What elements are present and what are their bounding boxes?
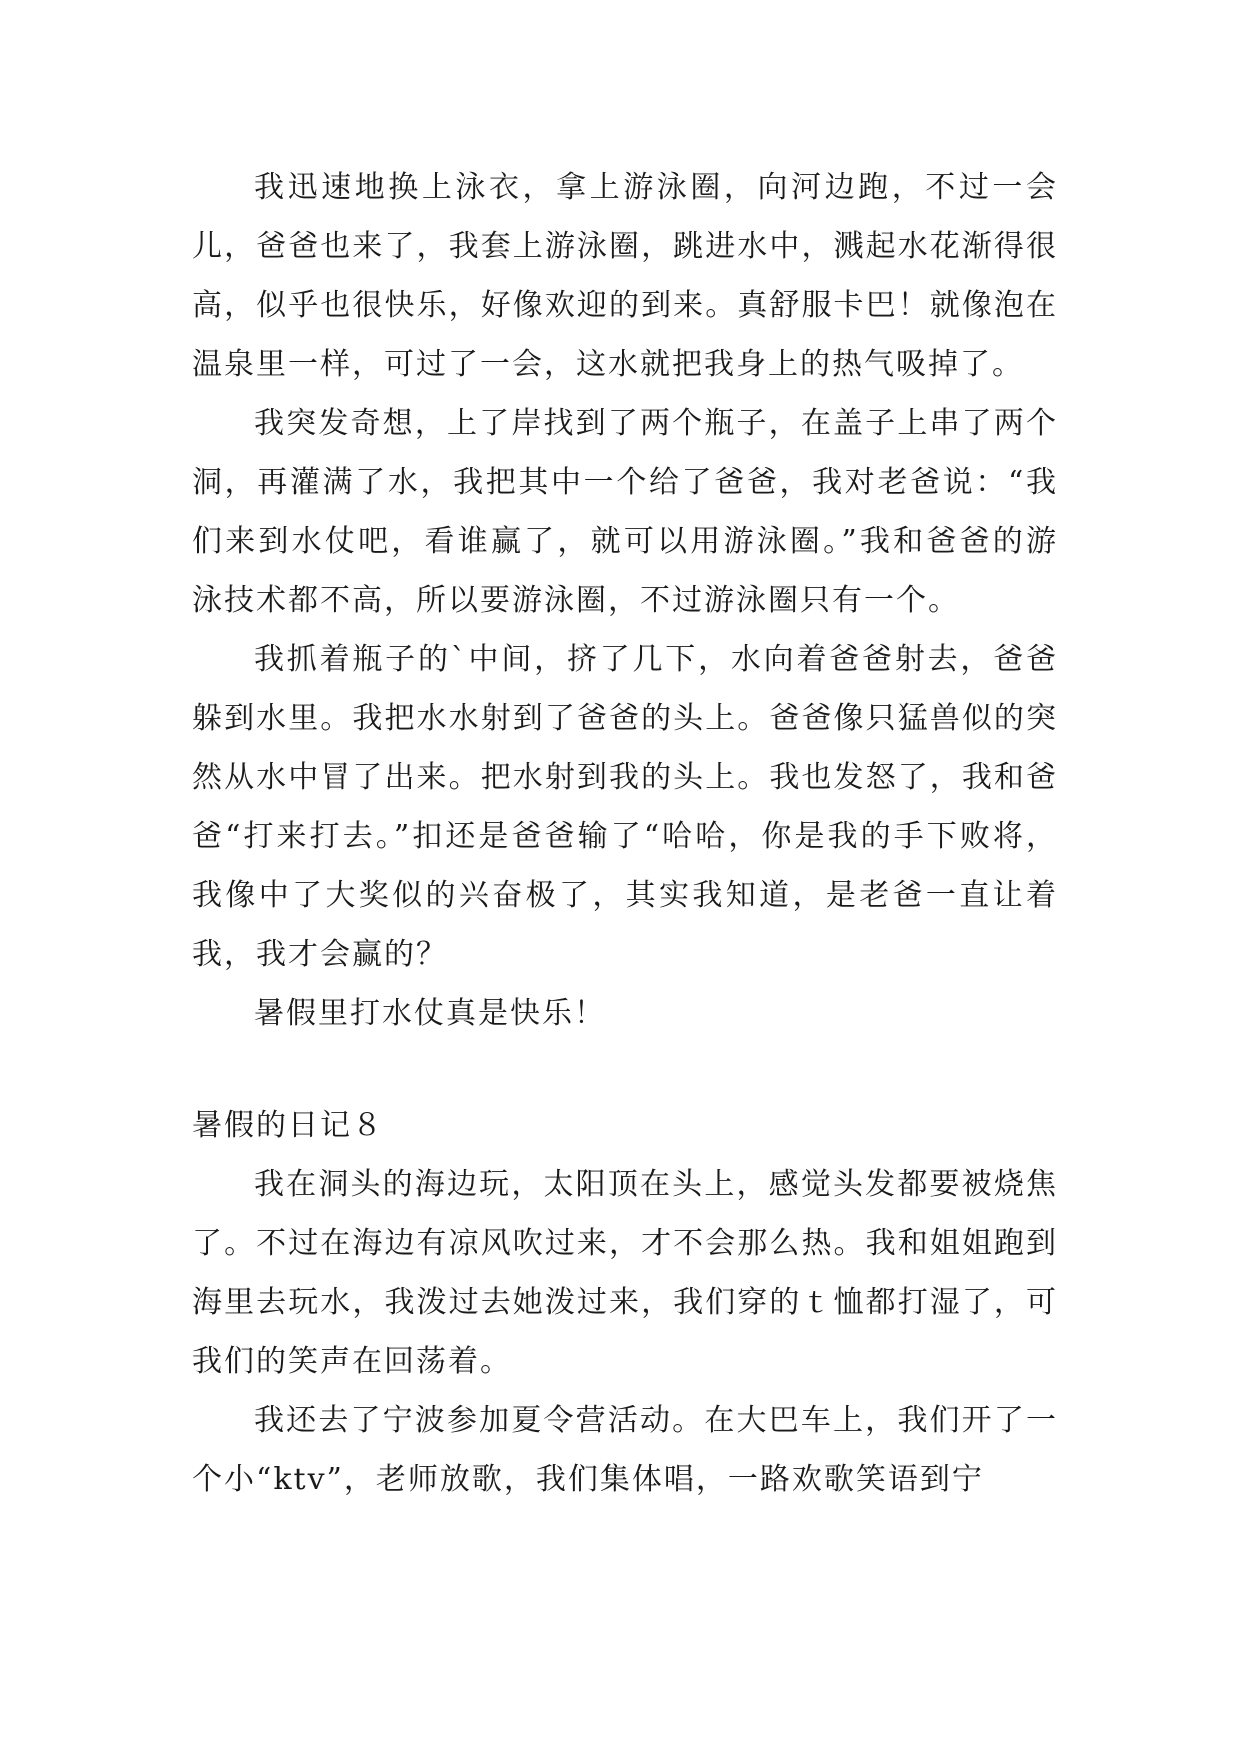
- section-heading: 暑假的日记８: [192, 1108, 384, 1143]
- paragraph-summer-camp: 我还去了宁波参加夏令营活动。在大巴车上，我们开了一个小“ktv”，老师放歌，我们集体唱，一路欢歌笑语到宁: [192, 1403, 1058, 1497]
- paragraph-water-fight: 我抓着瓶子的`中间，挤了几下，水向着爸爸射去，爸爸躲到水里。我把水水射到了爸爸的头上。爸爸像只猛兽似的突然从水中冒了出来。把水射到我的头上。我也发怒了，我和爸爸“打来打去。”扣还是爸爸输了“哈哈，你是我的手下败将，我像中了大奖似的兴奋极了，其实我知道，是老爸一直让着我，我才会赢的？: [192, 642, 1058, 972]
- paragraph-water-fight-idea: 我突发奇想，上了岸找到了两个瓶子，在盖子上串了两个洞，再灌满了水，我把其中一个给了爸爸，我对老爸说：“我们来到水仗吧，看谁赢了，就可以用游泳圈。”我和爸爸的游泳技术都不高，所以要游泳圈，不过游泳圈只有一个。: [192, 406, 1058, 618]
- paragraph-swimming: 我迅速地换上泳衣，拿上游泳圈，向河边跑，不过一会儿，爸爸也来了，我套上游泳圈，跳进水中，溅起水花渐得很高，似乎也很快乐，好像欢迎的到来。真舒服卡巴！就像泡在温泉里一样，可过了一会，这水就把我身上的热气吸掉了。: [192, 170, 1058, 382]
- document-body: [192, 158, 1058, 1509]
- paragraph-beach: 我在洞头的海边玩，太阳顶在头上，感觉头发都要被烧焦了。不过在海边有凉风吹过来，才不会那么热。我和姐姐跑到海里去玩水，我泼过去她泼过来，我们穿的ｔ恤都打湿了，可我们的笑声在回荡着。: [192, 1167, 1058, 1379]
- paragraph-conclusion: 暑假里打水仗真是快乐！: [254, 996, 606, 1031]
